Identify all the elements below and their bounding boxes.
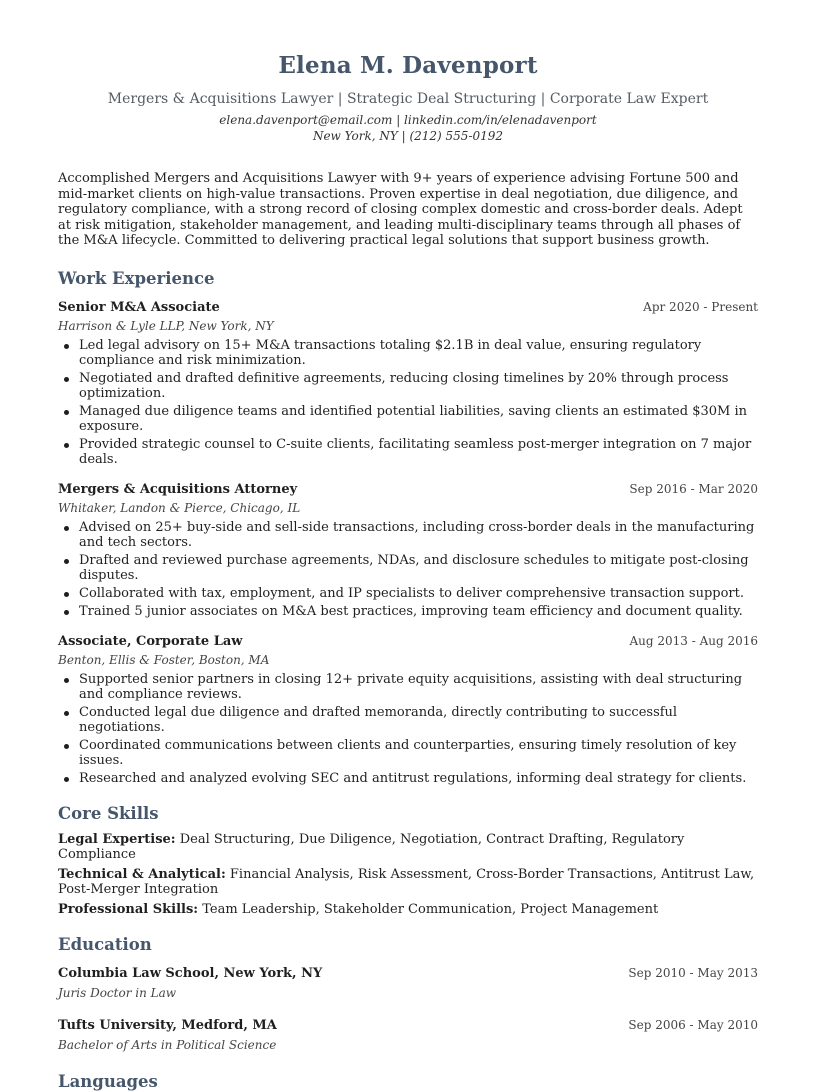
job-bullet: Provided strategic counsel to C-suite clients, facilitating seamless post-merger integration on 7 major deals. xyxy=(58,437,758,467)
professional-summary: Accomplished Mergers and Acquisitions Lawyer with 9+ years of experience advising Fortune 500 and mid-market clients on high-value transactions. Proven expertise in deal negotiation, due diligence, and regulatory compliance, with a strong record of closing complex domestic and cross-border deals. Adept at risk mitigation, stakeholder management, and leading multi-disciplinary teams through all phases of the M&A lifecycle. Committed to delivering practical legal solutions that support business growth. xyxy=(58,171,743,248)
job-employer: Benton, Ellis & Foster, Boston, MA xyxy=(58,652,270,667)
education-entry xyxy=(58,1017,758,1053)
education-school: Columbia Law School, New York, NY xyxy=(58,965,323,981)
skill-row xyxy=(58,902,758,917)
education-dates: Sep 2010 - May 2013 xyxy=(628,965,758,980)
section-title-core-skills: Core Skills xyxy=(58,803,159,823)
candidate-headline: Mergers & Acquisitions Lawyer | Strategic Deal Structuring | Corporate Law Expert xyxy=(107,91,709,107)
contact-email-linkedin: elena.davenport@email.com | linkedin.com/in/elenadavenport xyxy=(219,113,597,127)
job-bullet: Coordinated communications between clients and counterparties, ensuring timely resolution of key issues. xyxy=(58,738,758,768)
work-experience-section xyxy=(58,269,758,786)
job-bullet: Trained 5 junior associates on M&A best practices, improving team efficiency and document quality. xyxy=(58,604,758,619)
job-employer: Harrison & Lyle LLP, New York, NY xyxy=(58,318,274,333)
job-bullets xyxy=(58,338,758,467)
skill-label: Legal Expertise: xyxy=(58,831,176,847)
job-title: Associate, Corporate Law xyxy=(58,633,243,649)
job-title: Senior M&A Associate xyxy=(58,299,220,315)
education-dates: Sep 2006 - May 2010 xyxy=(628,1017,758,1032)
education-degree: Bachelor of Arts in Political Science xyxy=(58,1037,277,1052)
job-bullet: Negotiated and drafted definitive agreements, reducing closing timelines by 20% through process optimization. xyxy=(58,371,758,401)
job-entry xyxy=(58,299,758,467)
candidate-name: Elena M. Davenport xyxy=(278,52,538,79)
job-bullet: Researched and analyzed evolving SEC and antitrust regulations, informing deal strategy for clients. xyxy=(58,771,758,786)
job-dates: Apr 2020 - Present xyxy=(643,299,758,314)
skill-value: Deal Structuring, Due Diligence, Negotiation, Contract Drafting, Regulatory Compliance xyxy=(58,831,685,862)
job-bullet: Conducted legal due diligence and drafted memoranda, directly contributing to successful negotiations. xyxy=(58,705,758,735)
job-bullet: Led legal advisory on 15+ M&A transactions totaling $2.1B in deal value, ensuring regulatory compliance and risk minimization. xyxy=(58,338,758,368)
resume-header xyxy=(58,0,758,144)
section-title-work-experience: Work Experience xyxy=(58,268,215,288)
job-employer: Whitaker, Landon & Pierce, Chicago, IL xyxy=(58,500,301,515)
job-bullets xyxy=(58,520,758,619)
job-bullet: Advised on 25+ buy-side and sell-side transactions, including cross-border deals in the manufacturing and tech sectors. xyxy=(58,520,758,550)
skill-label: Professional Skills: xyxy=(58,901,199,917)
core-skills-section xyxy=(58,804,758,917)
languages-section xyxy=(58,1072,758,1092)
job-bullets xyxy=(58,672,758,786)
resume-page xyxy=(58,0,758,1092)
skill-value: Team Leadership, Stakeholder Communication, Project Management xyxy=(202,901,659,917)
job-entry xyxy=(58,633,758,786)
contact-location-phone: New York, NY | (212) 555-0192 xyxy=(312,129,504,143)
section-title-languages: Languages xyxy=(58,1071,158,1091)
skill-value: Financial Analysis, Risk Assessment, Cross-Border Transactions, Antitrust Law, Post-Merger Integration xyxy=(58,866,755,897)
job-dates: Sep 2016 - Mar 2020 xyxy=(629,481,758,496)
job-title: Mergers & Acquisitions Attorney xyxy=(58,481,298,497)
job-bullet: Supported senior partners in closing 12+ private equity acquisitions, assisting with deal structuring and compliance reviews. xyxy=(58,672,758,702)
job-bullet: Managed due diligence teams and identified potential liabilities, saving clients an estimated $30M in exposure. xyxy=(58,404,758,434)
job-bullet: Collaborated with tax, employment, and IP specialists to deliver comprehensive transaction support. xyxy=(58,586,758,601)
skill-label: Technical & Analytical: xyxy=(58,866,226,882)
job-bullet: Drafted and reviewed purchase agreements, NDAs, and disclosure schedules to mitigate post-closing disputes. xyxy=(58,553,758,583)
job-dates: Aug 2013 - Aug 2016 xyxy=(629,633,758,648)
skill-row xyxy=(58,832,758,862)
section-title-education: Education xyxy=(58,934,152,954)
skill-row xyxy=(58,867,758,897)
job-entry xyxy=(58,481,758,619)
education-school: Tufts University, Medford, MA xyxy=(58,1017,277,1033)
education-degree: Juris Doctor in Law xyxy=(58,985,177,1000)
education-section xyxy=(58,935,758,1053)
education-entry xyxy=(58,965,758,1001)
